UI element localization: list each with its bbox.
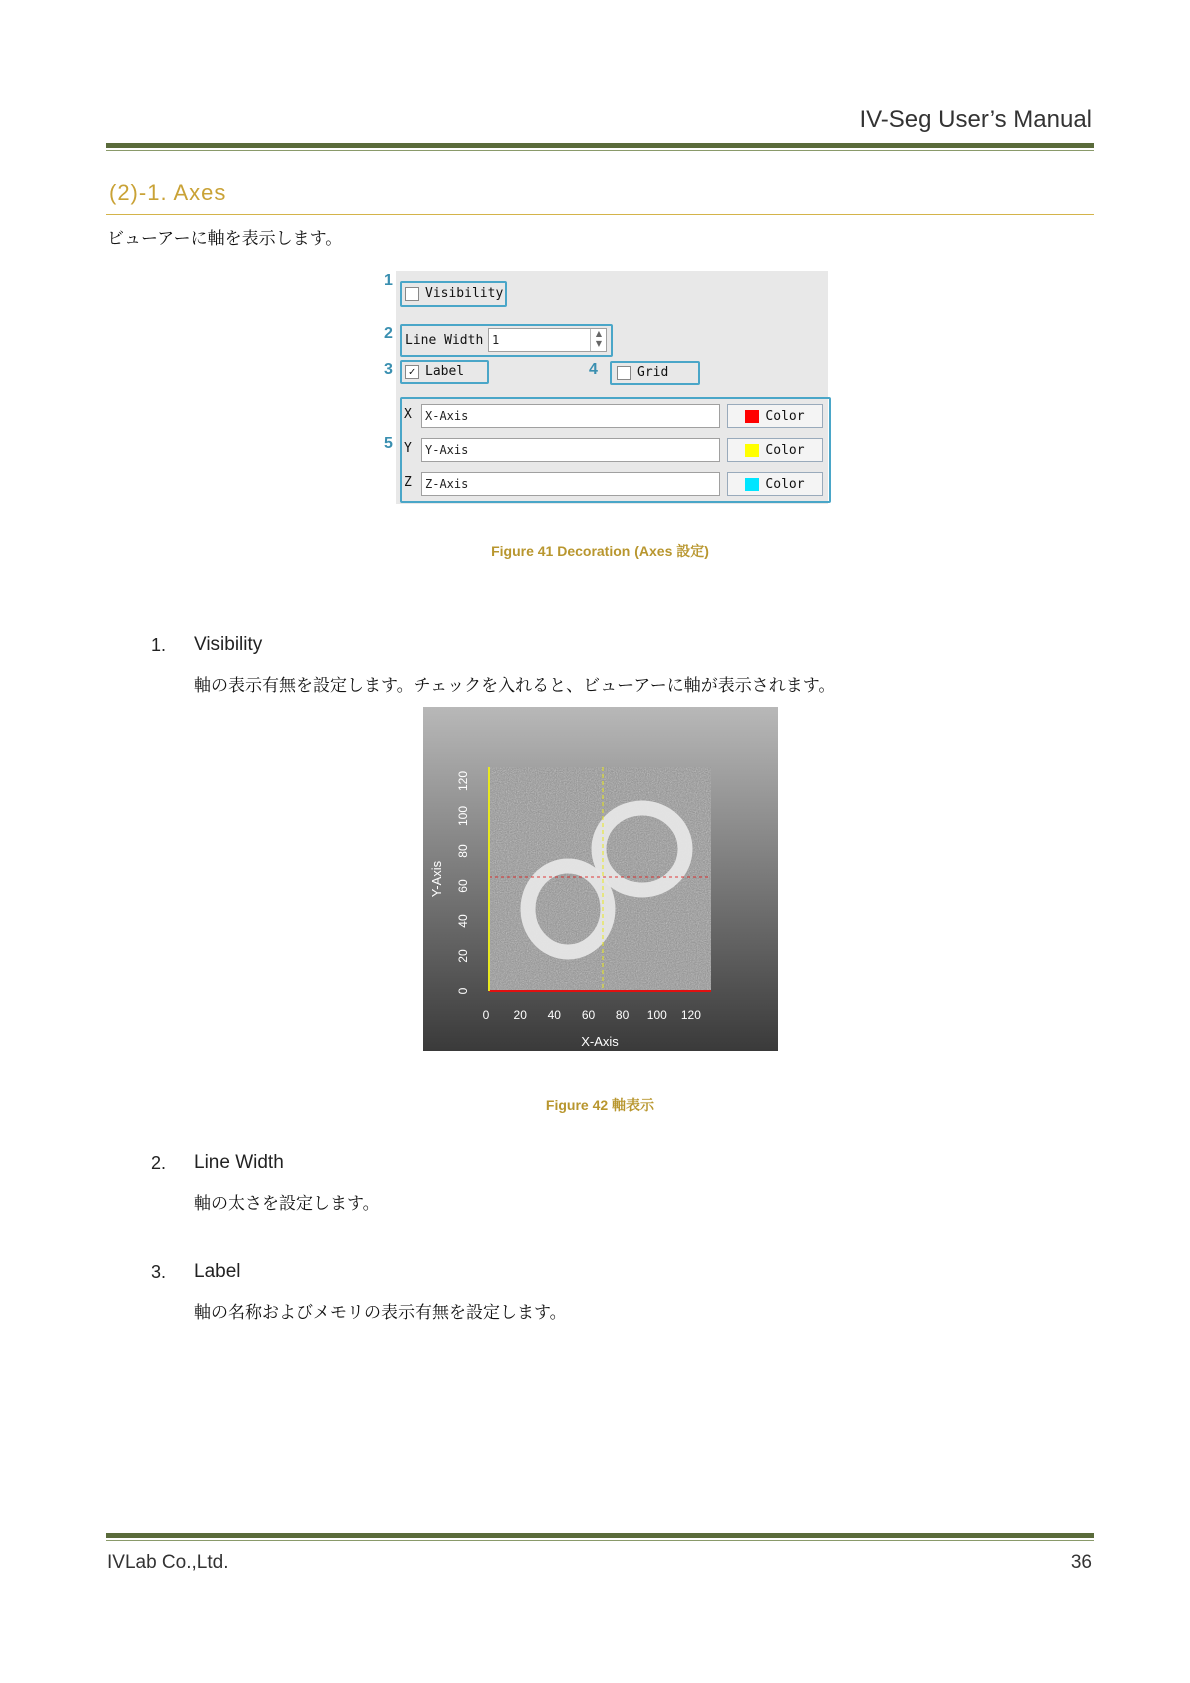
line-width-stepper[interactable] xyxy=(590,329,607,351)
callout-5: 5 xyxy=(384,435,393,452)
line-width-input[interactable]: 1 xyxy=(488,328,607,352)
y-tick-label: 100 xyxy=(456,805,470,827)
y-axis-label: Y-Axis xyxy=(429,860,444,898)
item-2-desc: 軸の太さを設定します。 xyxy=(194,1194,380,1214)
axis-z-color-label: Color xyxy=(765,476,805,492)
item-3-number: 3. xyxy=(151,1262,167,1282)
item-2-number: 2. xyxy=(151,1153,167,1173)
section-heading: (2)-1. Axes xyxy=(109,180,227,205)
grid-checkbox[interactable] xyxy=(617,365,668,380)
label-checkbox[interactable] xyxy=(405,364,464,379)
x-tick-label: 60 xyxy=(581,1008,596,1022)
line-width-label: Line Width xyxy=(405,333,484,348)
footer-rule xyxy=(106,1533,1094,1538)
x-axis-label: X-Axis xyxy=(581,1034,619,1049)
callout-3: 3 xyxy=(384,361,393,378)
x-tick-label: 100 xyxy=(646,1008,667,1022)
y-tick-label: 60 xyxy=(456,879,470,893)
y-tick-label: 120 xyxy=(456,770,470,792)
section-intro: ビューアーに軸を表示します。 xyxy=(107,229,343,249)
item-1-number: 1. xyxy=(151,635,167,655)
viewer-axes-svg xyxy=(423,707,778,1051)
label-checkbox-box[interactable]: ✓ xyxy=(405,365,419,379)
axis-z-name-input[interactable]: Z-Axis xyxy=(421,472,720,496)
y-tick-label: 80 xyxy=(456,844,470,858)
grid-label: Grid xyxy=(637,365,669,380)
axis-z-color-swatch xyxy=(745,478,759,491)
header-rule-thin xyxy=(106,150,1094,151)
figure42-caption: Figure 42 軸表示 xyxy=(545,1097,655,1113)
axis-y-key: Y xyxy=(404,441,412,456)
footer-company: IVLab Co.,Ltd. xyxy=(107,1552,229,1573)
x-tick-label: 80 xyxy=(615,1008,630,1022)
axis-y-color-button[interactable] xyxy=(727,438,823,462)
viewer-axes-figure xyxy=(423,707,778,1051)
axis-x-color-button[interactable] xyxy=(727,404,823,428)
axis-y-name-input[interactable]: Y-Axis xyxy=(421,438,720,462)
label-label: Label xyxy=(425,364,465,379)
stepper-up-icon[interactable]: ▲ xyxy=(595,329,603,338)
item-3-desc: 軸の名称およびメモリの表示有無を設定します。 xyxy=(194,1303,567,1323)
section-rule xyxy=(106,214,1094,215)
visibility-checkbox[interactable] xyxy=(405,286,503,301)
x-tick-label: 0 xyxy=(482,1008,490,1022)
callout-4: 4 xyxy=(589,361,598,378)
x-tick-label: 40 xyxy=(547,1008,561,1022)
axis-z-key: Z xyxy=(404,475,412,490)
item-3-title: Label xyxy=(194,1261,241,1282)
callout-1: 1 xyxy=(384,272,393,289)
header-title: IV-Seg User’s Manual xyxy=(859,106,1092,133)
item-1-desc: 軸の表示有無を設定します。チェックを入れると、ビューアーに軸が表示されます。 xyxy=(194,676,836,696)
axis-x-name-input[interactable]: X-Axis xyxy=(421,404,720,428)
stepper-down-icon[interactable]: ▼ xyxy=(595,339,603,348)
item-1-title: Visibility xyxy=(194,634,263,655)
x-tick-label: 20 xyxy=(513,1008,527,1022)
axis-x-key: X xyxy=(404,407,412,422)
visibility-label: Visibility xyxy=(425,286,504,301)
footer-rule-thin xyxy=(106,1540,1094,1541)
page-number: 36 xyxy=(1070,1552,1092,1573)
axis-x-color-label: Color xyxy=(765,408,805,424)
axis-z-color-button[interactable] xyxy=(727,472,823,496)
y-tick-label: 0 xyxy=(456,987,470,995)
axis-y-color-swatch xyxy=(745,444,759,457)
header-rule xyxy=(106,143,1094,148)
axis-x-color-swatch xyxy=(745,410,759,423)
y-tick-label: 40 xyxy=(456,914,470,928)
x-tick-label: 120 xyxy=(680,1008,701,1022)
y-tick-label: 20 xyxy=(456,949,470,963)
callout-2: 2 xyxy=(384,325,393,342)
axis-y-color-label: Color xyxy=(765,442,805,458)
figure41-caption: Figure 41 Decoration (Axes 設定) xyxy=(491,543,709,559)
grid-checkbox-box[interactable] xyxy=(617,366,631,380)
item-2-title: Line Width xyxy=(194,1152,284,1173)
visibility-checkbox-box[interactable] xyxy=(405,287,419,301)
